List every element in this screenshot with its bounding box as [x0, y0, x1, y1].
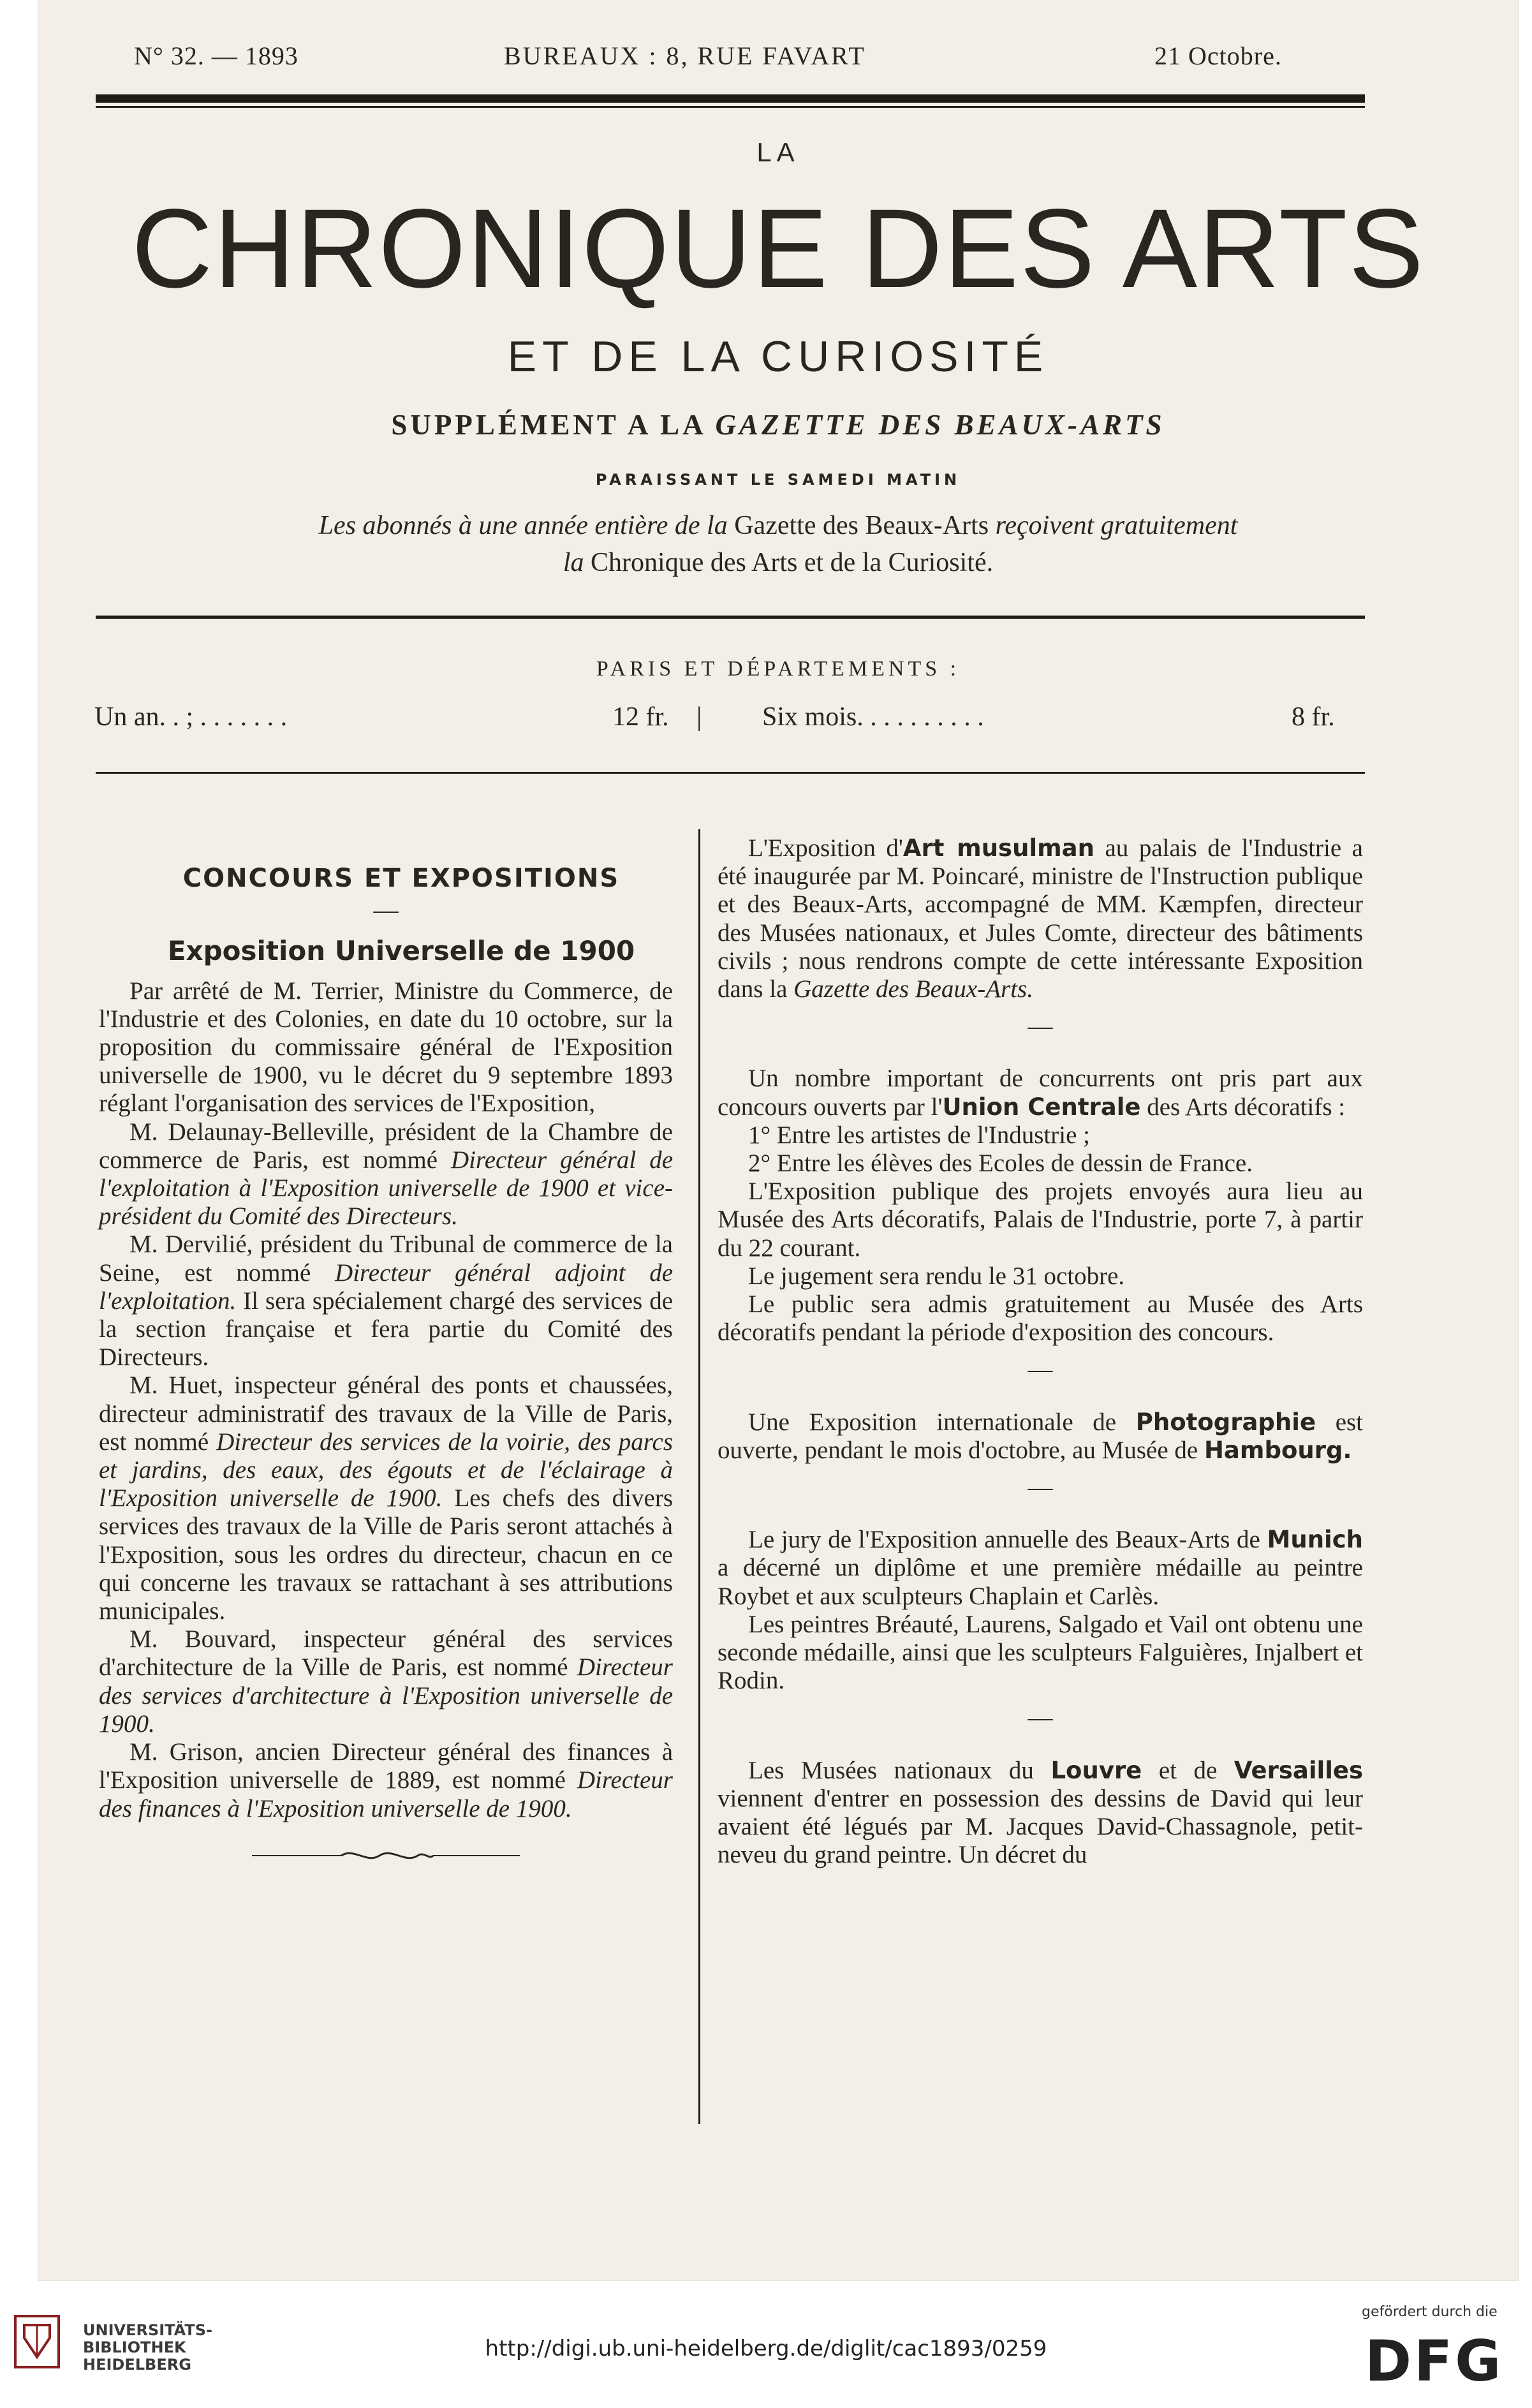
- r11-and: et de: [1158, 1756, 1218, 1784]
- section-dash: —: [373, 896, 399, 924]
- r11-body: viennent d'entrer en possession des dessins de David qui leur avaient été légués par M. Jacques David-Chassagnole, petit-neveu du grand peintre. Un décret du: [718, 1784, 1363, 1869]
- right-dash-4: —: [1027, 1704, 1053, 1732]
- p3-text: M. Dervilié, président du Tribunal de commerce de la Seine, est nommé: [99, 1230, 673, 1287]
- column-divider: [698, 829, 700, 2124]
- gazette-ref: Gazette des Beaux-Arts.: [793, 975, 1033, 1003]
- p4-italic: Directeur des services de la voirie, des parcs et jardins, des eaux, des égouts et de l'éclairage à l'Exposition universelle de 1900.: [99, 1428, 673, 1512]
- masthead-top-rule-thin: [96, 106, 1365, 108]
- p3-tail: Il sera spécialement chargé des services de la section française et fera partie du Comité des Directeurs.: [99, 1287, 674, 1371]
- r8-text: Une Exposition internationale de: [748, 1408, 1117, 1436]
- right-paragraph-11: [718, 1757, 1363, 1870]
- hambourg: Hambourg.: [1204, 1436, 1352, 1464]
- supplement-name: GAZETTE DES BEAUX-ARTS: [715, 409, 1165, 441]
- p2-italic: Directeur général de l'exploitation à l'Exposition universelle de 1900 et vice-président du Comité des Directeurs.: [99, 1146, 674, 1230]
- subscription-heading: PARIS ET DÉPARTEMENTS :: [596, 657, 961, 681]
- left-column: [99, 864, 673, 1865]
- left-paragraph-4: [99, 1371, 673, 1625]
- notice-1a: Les abonnés à une année entière de la: [318, 511, 728, 540]
- r9-text: Le jury de l'Exposition annuelle des Beaux-Arts de: [748, 1526, 1260, 1554]
- notice-2b: Chronique des Arts et de la Curiosité.: [591, 548, 994, 577]
- uni-line-2: BIBLIOTHEK: [83, 2338, 186, 2356]
- issue-date: 21 Octobre.: [1154, 41, 1282, 70]
- r11-text: Les Musées nationaux du: [748, 1756, 1034, 1784]
- left-paragraph-5: [99, 1625, 673, 1738]
- p3-italic: Directeur général adjoint de l'exploitation.: [99, 1259, 674, 1315]
- supplement-line: [38, 408, 1518, 441]
- left-paragraph-2: [99, 1118, 673, 1231]
- r9-body: a décerné un diplôme et une première médaille au peintre Roybet et aux sculpteurs Chaplain et Carlès.: [718, 1554, 1363, 1610]
- right-paragraph-6: Le jugement sera rendu le 31 octobre.: [748, 1262, 1125, 1290]
- subscription-bottom-rule: [96, 772, 1365, 774]
- masthead-top-rule: [96, 94, 1365, 103]
- right-paragraph-1: [718, 834, 1363, 1003]
- p6-text: M. Grison, ancien Directeur général des finances à l'Exposition universelle de 1889, est nommé: [99, 1738, 673, 1794]
- masthead-la: LA: [756, 137, 800, 167]
- p5-italic: Directeur des services d'architecture à l'Exposition universelle de 1900.: [99, 1653, 673, 1738]
- right-paragraph-9: [718, 1526, 1363, 1611]
- p4-tail: Les chefs des divers services des travaux de la Ville de Paris seront attachés à l'Exposition, sous les ordres du directeur, chacun en ce qui concerne les travaux se rattachant à ses attributions municipales.: [99, 1484, 673, 1625]
- publication-frequency: PARAISSANT LE SAMEDI MATIN: [595, 471, 961, 489]
- right-paragraph-2: [718, 1065, 1363, 1121]
- section-title: CONCOURS ET EXPOSITIONS: [182, 864, 620, 893]
- masthead-title: CHRONIQUE DES ARTS: [131, 186, 1425, 311]
- newspaper-page: [38, 0, 1518, 2280]
- p4-text: M. Huet, inspecteur général des ponts et chaussées, directeur administratif des travaux de la Ville de Paris, est nommé: [99, 1371, 673, 1456]
- subscription-year-label: Un an. . ; . . . . . . .: [94, 702, 288, 732]
- issue-number: N° 32. — 1893: [134, 41, 298, 70]
- union-centrale: Union Centrale: [942, 1093, 1141, 1121]
- left-paragraph-6: [99, 1738, 673, 1823]
- subscription-half-label: Six mois. . . . . . . . . .: [762, 702, 984, 732]
- r1-text: L'Exposition d': [748, 834, 903, 862]
- right-paragraph-10: Les peintres Bréauté, Laurens, Salgado et Vail ont obtenu une seconde médaille, ainsi que les sculpteurs Falguières, Injalbert et Rodin.: [718, 1610, 1363, 1695]
- right-column: [718, 834, 1363, 1870]
- funding-note: gefördert durch die: [1362, 2304, 1498, 2320]
- p2-text: M. Delaunay-Belleville, président de la Chambre de commerce de Paris, est nommé: [99, 1118, 673, 1174]
- notice-1c: reçoivent gratuitement: [995, 511, 1238, 540]
- subscriber-notice-line-2: [38, 547, 1518, 578]
- right-paragraph-7: Le public sera admis gratuitement au Musée des Arts décoratifs pendant la période d'exposition des concours.: [718, 1290, 1363, 1347]
- article-subheading: Exposition Universelle de 1900: [167, 935, 635, 967]
- uni-line-3: HEIDELBERG: [83, 2356, 191, 2374]
- supplement-prefix: SUPPLÉMENT A LA: [391, 409, 705, 441]
- right-paragraph-3: 1° Entre les artistes de l'Industrie ;: [748, 1121, 1090, 1149]
- r1-body: au palais de l'Industrie a été inaugurée par M. Poincaré, ministre de l'Instruction publique et des Beaux-Arts, accompagné de MM. Kæmpfen, directeur des Musées nationaux, et Jules Comte, directeur des bâtiments civils ; nous rendrons compte de cette intéressante Exposition dans la: [718, 834, 1363, 1003]
- right-paragraph-5: L'Exposition publique des projets envoyés aura lieu au Musée des Arts décoratifs, Palais de l'Industrie, porte 7, à partir du 22 courant.: [718, 1178, 1363, 1262]
- r2-text: Un nombre important de concurrents ont pris part aux concours ouverts par l': [718, 1065, 1363, 1121]
- louvre: Louvre: [1050, 1756, 1142, 1784]
- right-dash-1: —: [1027, 1012, 1053, 1040]
- art-musulman: Art musulman: [902, 834, 1094, 862]
- source-url-link[interactable]: http://digi.ub.uni-heidelberg.de/diglit/cac1893/0259: [485, 2336, 1047, 2361]
- subscription-separator: |: [696, 702, 702, 732]
- masthead-subtitle: ET DE LA CURIOSITÉ: [507, 332, 1049, 381]
- p6-italic: Directeur des finances à l'Exposition universelle de 1900.: [99, 1766, 673, 1822]
- right-paragraph-4: 2° Entre les élèves des Ecoles de dessin de France.: [748, 1149, 1253, 1178]
- right-dash-2: —: [1027, 1355, 1053, 1384]
- right-paragraph-8: [718, 1408, 1363, 1465]
- photographie: Photographie: [1135, 1408, 1316, 1436]
- subscription-year-price: 12 fr.: [612, 702, 669, 732]
- uni-line-1: UNIVERSITÄTS-: [83, 2321, 213, 2339]
- subscriber-notice-line-1: [38, 510, 1518, 541]
- p5-text: M. Bouvard, inspecteur général des services d'architecture de la Ville de Paris, est nommé: [99, 1625, 673, 1681]
- notice-2a: la: [563, 548, 584, 577]
- left-paragraph-3: [99, 1230, 673, 1371]
- r8-body: est ouverte, pendant le mois d'octobre, au Musée de: [718, 1408, 1364, 1464]
- subscription-half-price: 8 fr.: [1292, 702, 1335, 732]
- subscription-top-rule: [96, 616, 1365, 619]
- munich: Munich: [1267, 1526, 1363, 1554]
- bureaux-address: BUREAUX : 8, RUE FAVART: [504, 41, 866, 70]
- right-dash-3: —: [1027, 1474, 1053, 1502]
- versailles: Versailles: [1234, 1756, 1364, 1784]
- digitization-footer: [0, 2284, 1532, 2408]
- dfg-logo: DFG: [1365, 2328, 1504, 2394]
- r2-tail: des Arts décoratifs :: [1147, 1093, 1346, 1121]
- left-paragraph-1: Par arrêté de M. Terrier, Ministre du Commerce, de l'Industrie et des Colonies, en date du 10 octobre, sur la proposition du commissaire général de l'Exposition universelle de 1900, vu le décret du 9 septembre 1893 réglant l'organisation des services de l'Exposition,: [99, 977, 673, 1118]
- ornamental-divider: [252, 1846, 520, 1865]
- notice-1b: Gazette des Beaux-Arts: [734, 511, 989, 540]
